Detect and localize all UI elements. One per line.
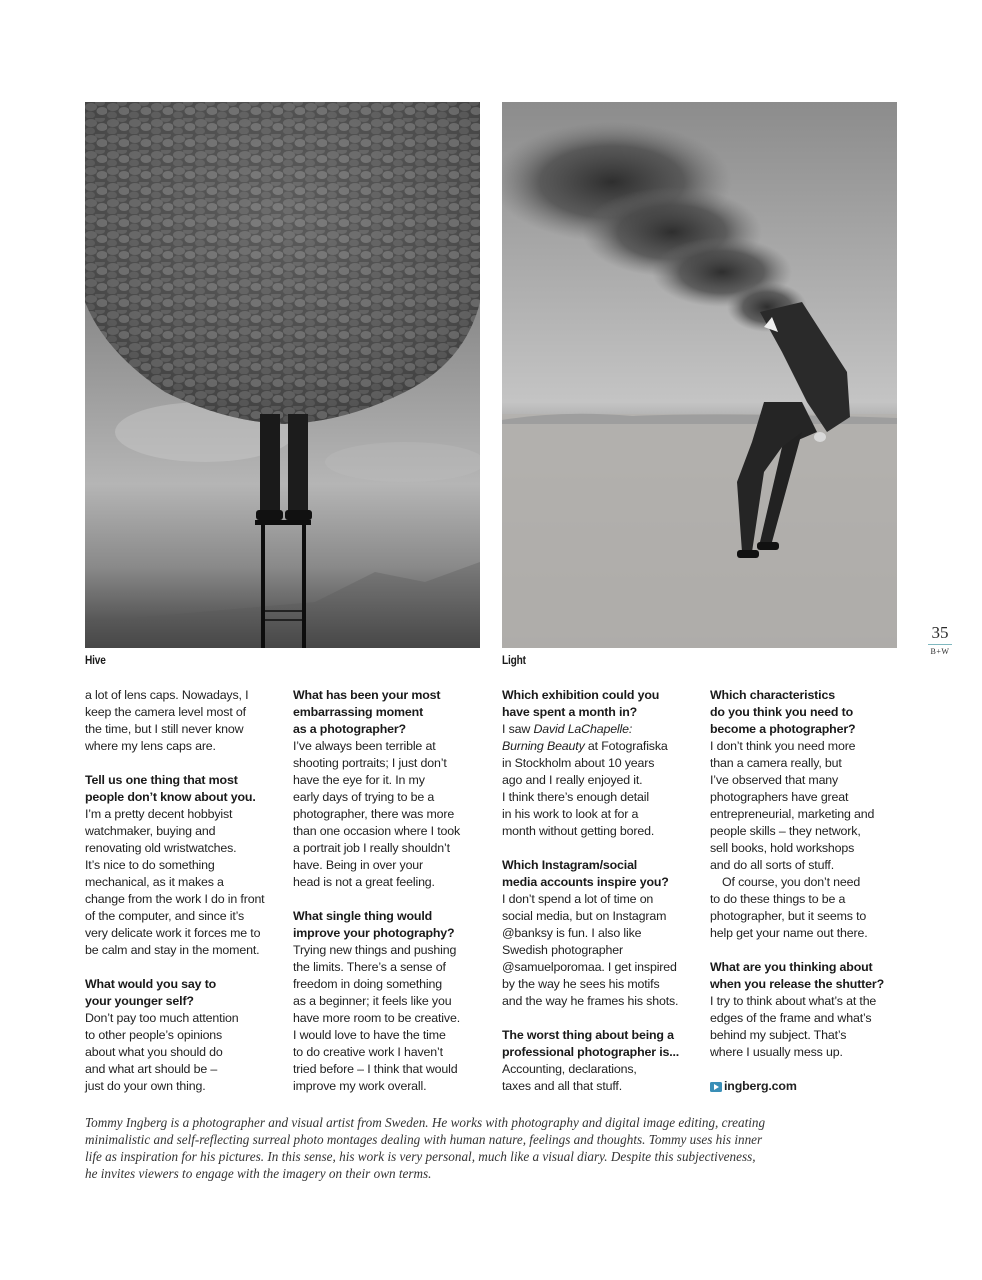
magazine-mark: B+W — [930, 647, 950, 656]
question-heading: Which exhibition could you have spent a month in? — [502, 688, 660, 719]
answer-text: I try to think about what’s at the edges of the frame and what’s behind my subject. That’s where I usually mess up. — [710, 994, 877, 1059]
photo-hive — [85, 102, 480, 648]
text-column-3 — [502, 687, 702, 1095]
question-heading: What has been your most embarrassing moment as a photographer? — [293, 688, 441, 736]
photo-caption-hive: Hive — [85, 655, 106, 667]
question-heading: Which characteristics do you think you need to become a photographer? — [710, 688, 856, 736]
text-column-4 — [710, 687, 910, 1095]
hive-image — [85, 102, 480, 648]
answer-text: I don’t spend a lot of time on social media, but on Instagram @banksy is fun. I also like Swedish photographer @samuelporomaa. I get inspired by the way he sees his motifs and the way he frames his shots. — [502, 892, 679, 1008]
play-arrow-icon — [710, 1082, 722, 1092]
page-folio — [924, 624, 956, 656]
answer-continued: a lot of lens caps. Nowadays, I keep the camera level most of the time, but I still never know where my lens caps are. — [85, 688, 249, 753]
answer-text: I’ve always been terrible at shooting portraits; I just don’t have the eye for it. In my early days of trying to be a photographer, there was more than one occasion where I took a portrait job I really shouldn’t have. Being in over your head is not a great feeling. — [293, 739, 461, 889]
question-heading: Tell us one thing that most people don’t know about you. — [85, 773, 256, 804]
website-label[interactable]: ingberg.com — [724, 1079, 797, 1093]
photo-light — [502, 102, 897, 648]
answer-text: I’m a pretty decent hobbyist watchmaker, buying and renovating old wristwatches. It’s nice to do something mechanical, as it makes a change from the work I do in front of the computer, and since it’s very delicate work it forces me to be calm and stay in the moment. — [85, 807, 265, 957]
artist-bio: Tommy Ingberg is a photographer and visual artist from Sweden. He works with photography and digital image editing, creating minimalistic and self-reflecting surreal photo montages dealing with human nature, feelings and thoughts. Tommy uses his inner life as inspiration for his pictures. In this sense, his work is very personal, much like a visual diary. Despite this subjectiveness, he invites viewers to engage with the imagery on their own terms. — [85, 1115, 766, 1181]
exhibition-title: Burning Beauty — [502, 739, 585, 753]
question-heading: What single thing would improve your photography? — [293, 909, 455, 940]
website-link[interactable] — [710, 1078, 910, 1095]
question-heading: The worst thing about being a professional photographer is... — [502, 1028, 680, 1059]
answer-text: I don’t think you need more than a camera really, but I’ve observed that many photographers have great entrepreneurial, marketing and people skills – they network, sell books, hold workshops and do all sorts of stuff. Of course, you don’t need to do these things to be a photographer, but it seems to help get your name out there. — [710, 739, 875, 940]
answer-text: I saw David LaChapelle: Burning Beauty at Fotografiska in Stockholm about 10 years ago and I really enjoyed it. I think there’s enough detail in his work to look at for a month without getting bored. — [502, 722, 668, 838]
photo-caption-light: Light — [502, 655, 526, 667]
answer-text: Accounting, declarations, taxes and all that stuff. — [502, 1062, 637, 1093]
question-heading: What would you say to your younger self? — [85, 977, 217, 1008]
light-image — [502, 102, 897, 648]
answer-text: Don’t pay too much attention to other people’s opinions about what you should do and what art should be – just do your own thing. — [85, 1011, 239, 1093]
page-number: 35 — [931, 623, 949, 642]
text-column-2 — [293, 687, 493, 1095]
exhibition-title: David LaChapelle: — [533, 722, 633, 736]
text-column-1 — [85, 687, 285, 1095]
answer-text: Trying new things and pushing the limits. There’s a sense of freedom in doing something as a beginner; it feels like you have more room to be creative. I would love to have the time to do creative work I haven’t tried before – I think that would improve my work overall. — [293, 943, 460, 1093]
question-heading: Which Instagram/social media accounts inspire you? — [502, 858, 669, 889]
question-heading: What are you thinking about when you release the shutter? — [710, 960, 884, 991]
folio-divider — [928, 644, 952, 645]
